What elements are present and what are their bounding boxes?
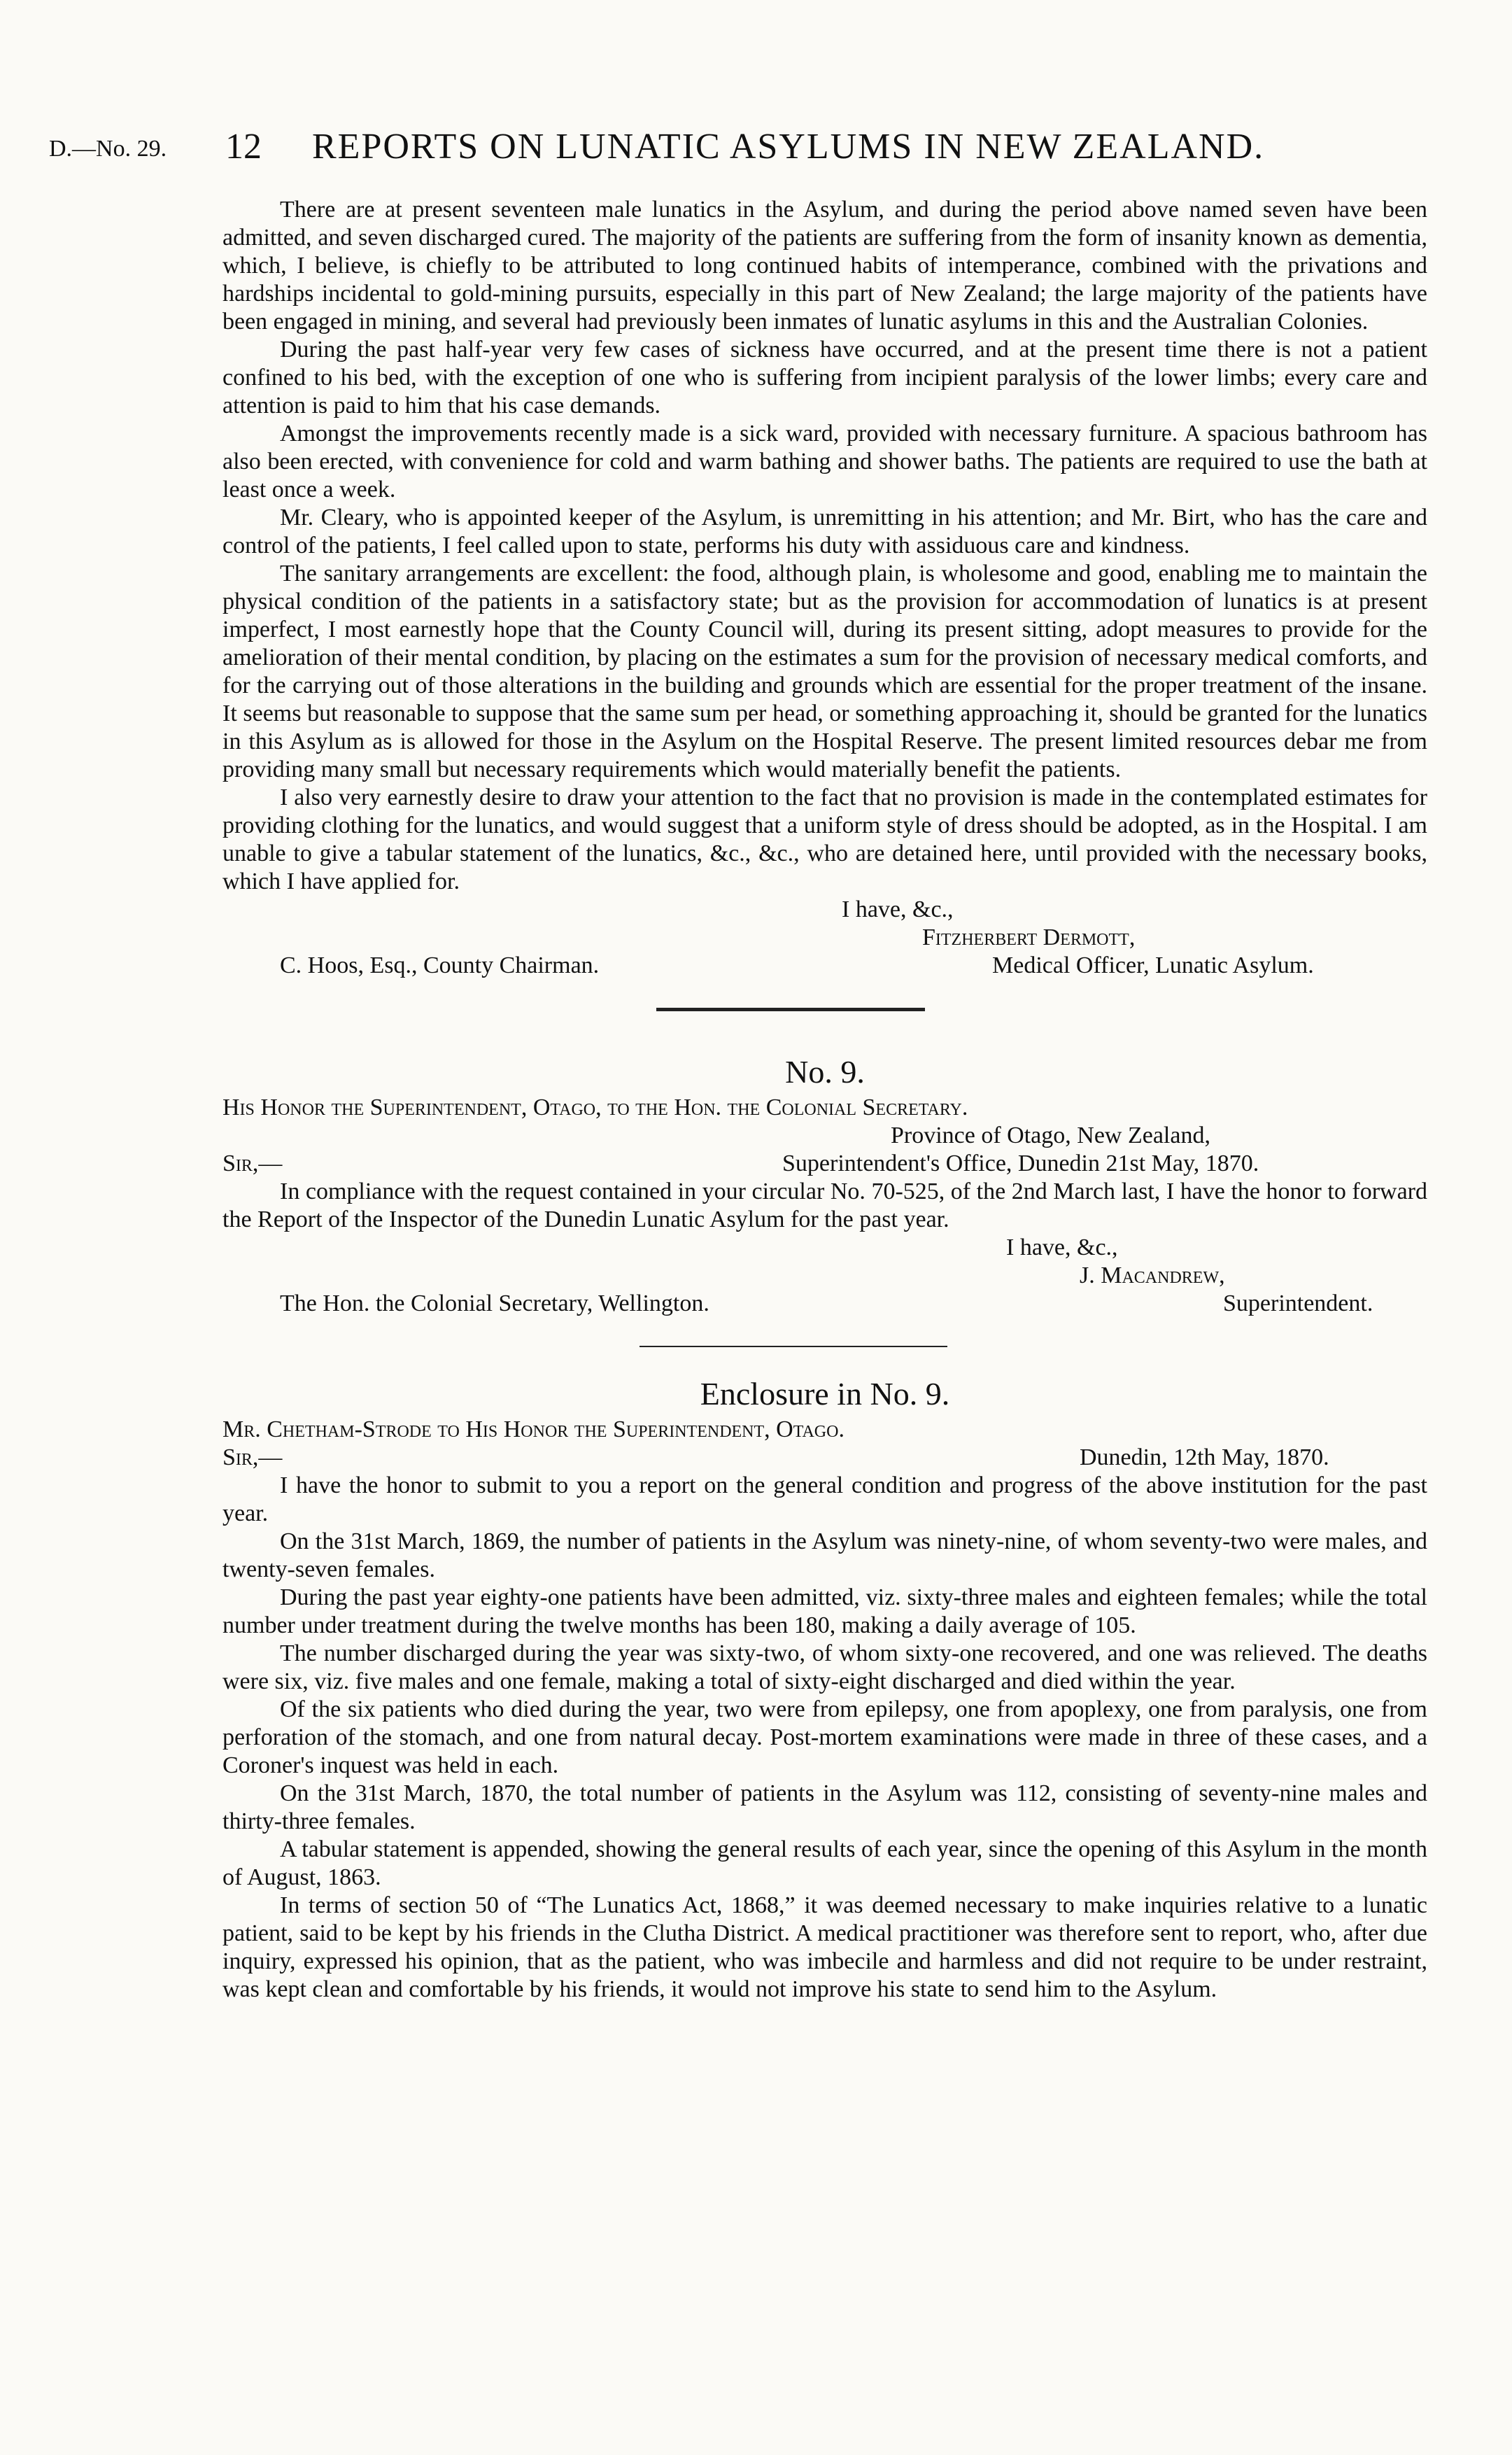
page-number: 12	[225, 127, 262, 167]
addressee: The Hon. the Colonial Secretary, Wellington.	[280, 1290, 709, 1316]
paragraph: I also very earnestly desire to draw your attention to the fact that no provision is made in the contemplated estimates for providing clothing for the lunatics, and would suggest that a uniform style of dress should be adopted, as in the Hospital. I am unable to give a tabular statement of the lunatics, &c., &c., who are detained here, until provided with the necessary books, which I have applied for.	[222, 785, 1427, 894]
salutation-row	[222, 1444, 1427, 1472]
paragraph: Amongst the improvements recently made is a sick ward, provided with necessary furniture. A spacious bathroom has also been erected, with convenience for cold and warm bathing and shower baths. The patients are required to use the bath at least once a week.	[222, 421, 1427, 502]
addressee-row	[222, 952, 1427, 980]
paragraph: I have the honor to submit to you a report on the general condition and progress of the above institution for the past year.	[222, 1472, 1427, 1526]
address-row	[222, 1122, 1427, 1150]
signature-row	[222, 924, 1427, 952]
paragraph: During the past half-year very few cases of sickness have occurred, and at the present time there is not a patient confined to his bed, with the exception of one who is suffering from incipient paralysis of the lower limbs; every care and attention is paid to him that his case demands.	[222, 337, 1427, 418]
signature-row	[222, 1262, 1427, 1290]
letter-no-9	[222, 1053, 1427, 1318]
address-line: Province of Otago, New Zealand,	[891, 1123, 1210, 1148]
paragraph: On the 31st March, 1870, the total number of patients in the Asylum was 112, consisting of seventy-nine males and thirty-three females.	[222, 1780, 1427, 1834]
first-letter	[222, 196, 1427, 980]
paragraph: A tabular statement is appended, showing the general results of each year, since the opening of this Asylum in the month of August, 1863.	[222, 1836, 1427, 1890]
paragraph: During the past year eighty-one patients have been admitted, viz. sixty-three males and eighteen females; while the total number under treatment during the twelve months has been 180, making a daily average of 105.	[222, 1584, 1427, 1638]
section-heading: Enclosure in No. 9.	[700, 1376, 950, 1412]
closing: I have, &c.,	[1006, 1234, 1118, 1260]
paragraph: Of the six patients who died during the year, two were from epilepsy, one from apoplexy, one from paralysis, one from perforation of the stomach, and one from natural decay. Post-mortem examinations were made in three of these cases, and a Coroner's inquest was held in each.	[222, 1696, 1427, 1778]
section-subheading: His Honor the Superintendent, Otago, to the Hon. the Colonial Secretary.	[222, 1095, 968, 1120]
paragraph: There are at present seventeen male lunatics in the Asylum, and during the period above named seven have been admitted, and seven discharged cured. The majority of the patients are suffering from the form of insanity known as dementia, which, I believe, is chiefly to be attributed to long continued habits of intemperance, combined with the privations and hardships incidental to gold-mining pursuits, especially in this part of New Zealand; the large majority of the patients have been engaged in mining, and several had previously been inmates of lunatic asylums in this and the Australian Colonies.	[222, 197, 1427, 335]
paragraph: In compliance with the request contained in your circular No. 70-525, of the 2nd March last, I have the honor to forward the Report of the Inspector of the Dunedin Lunatic Asylum for the past year.	[222, 1179, 1427, 1232]
closing-row	[222, 1234, 1427, 1262]
paragraph: Mr. Cleary, who is appointed keeper of the Asylum, is unremitting in his attention; and Mr. Birt, who has the care and control of the patients, I feel called upon to state, performs his duty with assiduous care and kindness.	[222, 505, 1427, 558]
salutation-row	[222, 1150, 1427, 1178]
section-subheading: Mr. Chetham-Strode to His Honor the Superintendent, Otago.	[222, 1416, 845, 1442]
enclosure	[222, 1375, 1427, 2004]
addressee: C. Hoos, Esq., County Chairman.	[280, 952, 600, 978]
section-heading: No. 9.	[785, 1054, 865, 1090]
paragraph: The number discharged during the year was sixty-two, of whom sixty-one recovered, and one was relieved. The deaths were six, viz. five males and one female, making a total of sixty-eight discharged and died within the year.	[222, 1640, 1427, 1694]
signature-title: Medical Officer, Lunatic Asylum.	[992, 952, 1314, 978]
document-reference: D.—No. 29.	[49, 136, 167, 162]
running-title: REPORTS ON LUNATIC ASYLUMS IN NEW ZEALAND.	[312, 127, 1265, 167]
paragraph: The sanitary arrangements are excellent: the food, although plain, is wholesome and good, enabling me to maintain the physical condition of the patients in a satisfactory state; but as the provision for accommodation of lunatics is at present imperfect, I most earnestly hope that the County Council will, during its present sitting, adopt measures to provide for the amelioration of their mental condition, by placing on the estimates a sum for the provision of necessary medical comforts, and for the carrying out of those alterations in the building and grounds which are essential for the proper treatment of the insane. It seems but reasonable to suppose that the same sum per head, or something approaching it, should be granted for the lunatics in this Asylum as is allowed for those in the Asylum on the Hospital Reserve. The present limited resources debar me from providing many small but necessary requirements which would materially benefit the patients.	[222, 561, 1427, 782]
closing: I have, &c.,	[842, 896, 954, 922]
salutation: Sir,—	[222, 1151, 283, 1176]
addressee-row	[222, 1290, 1427, 1318]
signature: J. Macandrew,	[1080, 1262, 1225, 1288]
signature: Fitzherbert Dermott,	[922, 924, 1136, 950]
closing-row	[222, 896, 1427, 924]
document-body	[222, 196, 1427, 2004]
page-header	[49, 123, 1462, 172]
letter-date: Dunedin, 12th May, 1870.	[1080, 1444, 1329, 1470]
paragraph: On the 31st March, 1869, the number of patients in the Asylum was ninety-nine, of whom seventy-two were males, and twenty-seven females.	[222, 1528, 1427, 1582]
section-divider	[640, 1346, 947, 1347]
paragraph: In terms of section 50 of “The Lunatics Act, 1868,” it was deemed necessary to make inquiries relative to a lunatic patient, said to be kept by his friends in the Clutha District. A medical practitioner was therefore sent to report, who, after due inquiry, expressed his opinion, that as the patient, who was imbecile and harmless and did not require to be under restraint, was kept clean and comfortable by his friends, it would not improve his state to send him to the Asylum.	[222, 1892, 1427, 2002]
address-line: Superintendent's Office, Dunedin 21st May, 1870.	[782, 1151, 1259, 1176]
signature-title: Superintendent.	[1223, 1290, 1373, 1316]
section-divider	[656, 1008, 925, 1011]
salutation: Sir,—	[222, 1444, 283, 1470]
